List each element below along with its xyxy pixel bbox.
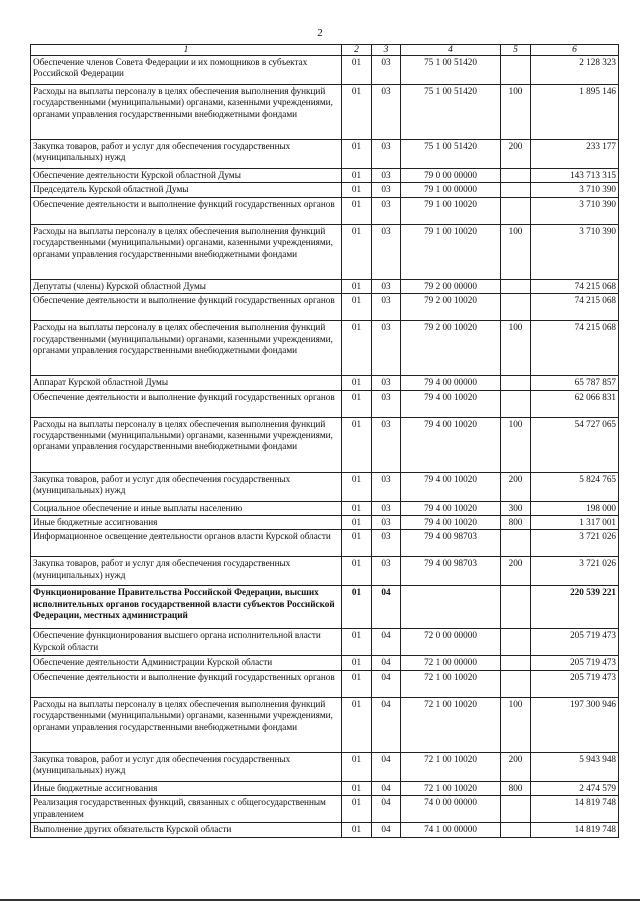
row-name: Социальное обеспечение и иные выплаты населению xyxy=(31,501,342,515)
row-target-article xyxy=(401,586,501,629)
row-section: 01 xyxy=(342,557,372,586)
row-section: 01 xyxy=(342,390,372,417)
row-name: Реализация государственных функций, связанных с общегосударственным управлением xyxy=(31,796,342,823)
row-expense-type xyxy=(501,197,531,224)
row-subsection: 03 xyxy=(372,472,401,501)
row-section: 01 xyxy=(342,294,372,321)
row-subsection: 03 xyxy=(372,197,401,224)
row-name: Расходы на выплаты персоналу в целях обеспечения выполнения функций государственными (муниципальными) органами, казенными учреждениями, органами управления государственными внебюджетными фондами xyxy=(31,321,342,376)
row-section: 01 xyxy=(342,56,372,85)
row-section: 01 xyxy=(342,224,372,279)
row-expense-type xyxy=(501,629,531,656)
row-section: 01 xyxy=(342,501,372,515)
table-row xyxy=(31,501,619,515)
row-section: 01 xyxy=(342,530,372,557)
row-target-article: 79 4 00 10020 xyxy=(401,390,501,417)
row-subsection: 03 xyxy=(372,501,401,515)
row-section: 01 xyxy=(342,670,372,697)
row-subsection: 03 xyxy=(372,417,401,472)
row-name: Депутаты (члены) Курской областной Думы xyxy=(31,279,342,293)
row-amount: 198 000 xyxy=(531,501,619,515)
row-section: 01 xyxy=(342,376,372,390)
row-name: Иные бюджетные ассигнования xyxy=(31,516,342,530)
row-expense-type xyxy=(501,183,531,197)
row-amount: 3 721 026 xyxy=(531,530,619,557)
row-expense-type: 100 xyxy=(501,85,531,140)
row-name: Закупка товаров, работ и услуг для обеспечения государственных (муниципальных) нужд xyxy=(31,557,342,586)
row-subsection: 04 xyxy=(372,752,401,781)
row-name: Обеспечение деятельности Курской областной Думы xyxy=(31,169,342,183)
row-name: Обеспечение деятельности и выполнение функций государственных органов xyxy=(31,197,342,224)
row-expense-type: 100 xyxy=(501,417,531,472)
table-row xyxy=(31,417,619,472)
header-cell-1: 1 xyxy=(31,45,342,56)
row-target-article: 79 4 00 00000 xyxy=(401,376,501,390)
table-row xyxy=(31,279,619,293)
row-subsection: 03 xyxy=(372,56,401,85)
row-name: Аппарат Курской областной Думы xyxy=(31,376,342,390)
row-amount: 2 128 323 xyxy=(531,56,619,85)
row-section: 01 xyxy=(342,417,372,472)
row-expense-type xyxy=(501,390,531,417)
row-expense-type xyxy=(501,530,531,557)
row-subsection: 03 xyxy=(372,279,401,293)
table-row xyxy=(31,85,619,140)
row-section: 01 xyxy=(342,752,372,781)
row-target-article: 79 2 00 00000 xyxy=(401,279,501,293)
row-subsection: 04 xyxy=(372,697,401,752)
table-row xyxy=(31,169,619,183)
table-row xyxy=(31,390,619,417)
row-section: 01 xyxy=(342,656,372,670)
row-target-article: 72 1 00 10020 xyxy=(401,752,501,781)
row-section: 01 xyxy=(342,823,372,837)
row-subsection: 04 xyxy=(372,656,401,670)
row-subsection: 03 xyxy=(372,169,401,183)
row-subsection: 03 xyxy=(372,321,401,376)
row-amount: 3 721 026 xyxy=(531,557,619,586)
table-row xyxy=(31,321,619,376)
row-expense-type: 100 xyxy=(501,697,531,752)
row-name: Закупка товаров, работ и услуг для обеспечения государственных (муниципальных) нужд xyxy=(31,752,342,781)
row-subsection: 03 xyxy=(372,85,401,140)
row-amount: 62 066 831 xyxy=(531,390,619,417)
row-target-article: 72 0 00 00000 xyxy=(401,629,501,656)
bottom-border-line xyxy=(0,899,640,901)
row-subsection: 03 xyxy=(372,390,401,417)
row-target-article: 79 2 00 10020 xyxy=(401,321,501,376)
row-expense-type xyxy=(501,294,531,321)
row-subsection: 04 xyxy=(372,629,401,656)
row-subsection: 04 xyxy=(372,586,401,629)
row-name: Закупка товаров, работ и услуг для обеспечения государственных (муниципальных) нужд xyxy=(31,472,342,501)
row-amount: 205 719 473 xyxy=(531,629,619,656)
row-expense-type xyxy=(501,586,531,629)
row-expense-type: 200 xyxy=(501,752,531,781)
header-cell-2: 2 xyxy=(342,45,372,56)
row-amount: 143 713 315 xyxy=(531,169,619,183)
table-row xyxy=(31,56,619,85)
row-amount: 2 474 579 xyxy=(531,781,619,795)
row-expense-type xyxy=(501,56,531,85)
row-amount: 14 819 748 xyxy=(531,823,619,837)
row-expense-type xyxy=(501,656,531,670)
header-cell-4: 4 xyxy=(401,45,501,56)
row-section: 01 xyxy=(342,697,372,752)
row-subsection: 03 xyxy=(372,516,401,530)
row-name: Выполнение других обязательств Курской области xyxy=(31,823,342,837)
row-amount: 220 539 221 xyxy=(531,586,619,629)
table-row xyxy=(31,197,619,224)
row-amount: 54 727 065 xyxy=(531,417,619,472)
row-target-article: 72 1 00 10020 xyxy=(401,781,501,795)
table-row xyxy=(31,670,619,697)
row-name: Обеспечение деятельности и выполнение функций государственных органов xyxy=(31,670,342,697)
row-subsection: 04 xyxy=(372,796,401,823)
row-expense-type: 100 xyxy=(501,321,531,376)
row-section: 01 xyxy=(342,197,372,224)
row-target-article: 79 4 00 10020 xyxy=(401,472,501,501)
row-target-article: 79 4 00 10020 xyxy=(401,501,501,515)
table-row xyxy=(31,224,619,279)
row-subsection: 04 xyxy=(372,670,401,697)
row-subsection: 03 xyxy=(372,183,401,197)
row-amount: 3 710 390 xyxy=(531,197,619,224)
row-section: 01 xyxy=(342,85,372,140)
row-expense-type: 300 xyxy=(501,501,531,515)
row-expense-type: 800 xyxy=(501,781,531,795)
row-section: 01 xyxy=(342,516,372,530)
row-amount: 5 943 948 xyxy=(531,752,619,781)
header-cell-5: 5 xyxy=(501,45,531,56)
row-subsection: 03 xyxy=(372,530,401,557)
row-section: 01 xyxy=(342,169,372,183)
row-target-article: 79 0 00 00000 xyxy=(401,169,501,183)
table-row xyxy=(31,796,619,823)
row-expense-type xyxy=(501,169,531,183)
row-target-article: 79 4 00 10020 xyxy=(401,417,501,472)
table-row xyxy=(31,376,619,390)
row-subsection: 03 xyxy=(372,294,401,321)
row-amount: 65 787 857 xyxy=(531,376,619,390)
row-amount: 197 300 946 xyxy=(531,697,619,752)
table-row xyxy=(31,472,619,501)
row-target-article: 79 4 00 98703 xyxy=(401,557,501,586)
row-section: 01 xyxy=(342,183,372,197)
row-name: Информационное освещение деятельности органов власти Курской области xyxy=(31,530,342,557)
row-name: Закупка товаров, работ и услуг для обеспечения государственных (муниципальных) нужд xyxy=(31,140,342,169)
row-expense-type: 800 xyxy=(501,516,531,530)
row-amount: 1 895 146 xyxy=(531,85,619,140)
row-amount: 14 819 748 xyxy=(531,796,619,823)
row-amount: 3 710 390 xyxy=(531,183,619,197)
row-amount: 74 215 068 xyxy=(531,279,619,293)
table-row xyxy=(31,140,619,169)
row-expense-type xyxy=(501,376,531,390)
row-section: 01 xyxy=(342,472,372,501)
table-row xyxy=(31,697,619,752)
row-section: 01 xyxy=(342,321,372,376)
row-subsection: 03 xyxy=(372,376,401,390)
row-target-article: 74 1 00 00000 xyxy=(401,823,501,837)
table-row xyxy=(31,752,619,781)
row-expense-type xyxy=(501,279,531,293)
row-name: Обеспечение функционирования высшего органа исполнительной власти Курской области xyxy=(31,629,342,656)
header-row xyxy=(31,45,619,56)
row-target-article: 72 1 00 10020 xyxy=(401,670,501,697)
row-target-article: 79 2 00 10020 xyxy=(401,294,501,321)
table-row xyxy=(31,586,619,629)
row-name: Обеспечение деятельности и выполнение функций государственных органов xyxy=(31,294,342,321)
row-name: Расходы на выплаты персоналу в целях обеспечения выполнения функций государственными (муниципальными) органами, казенными учреждениями, органами управления государственными внебюджетными фондами xyxy=(31,85,342,140)
row-subsection: 03 xyxy=(372,224,401,279)
row-subsection: 04 xyxy=(372,823,401,837)
row-expense-type xyxy=(501,796,531,823)
row-name: Обеспечение деятельности Администрации Курской области xyxy=(31,656,342,670)
table-row xyxy=(31,781,619,795)
header-cell-3: 3 xyxy=(372,45,401,56)
row-target-article: 74 0 00 00000 xyxy=(401,796,501,823)
row-section: 01 xyxy=(342,781,372,795)
row-section: 01 xyxy=(342,796,372,823)
row-amount: 205 719 473 xyxy=(531,670,619,697)
row-section: 01 xyxy=(342,629,372,656)
row-name: Обеспечение деятельности и выполнение функций государственных органов xyxy=(31,390,342,417)
page-number: 2 xyxy=(317,27,323,39)
row-section: 01 xyxy=(342,140,372,169)
row-expense-type xyxy=(501,670,531,697)
row-target-article: 79 1 00 00000 xyxy=(401,183,501,197)
table-row xyxy=(31,557,619,586)
row-target-article: 75 1 00 51420 xyxy=(401,56,501,85)
row-expense-type: 200 xyxy=(501,140,531,169)
row-amount: 74 215 068 xyxy=(531,321,619,376)
row-name: Расходы на выплаты персоналу в целях обеспечения выполнения функций государственными (муниципальными) органами, казенными учреждениями, органами управления государственными внебюджетными фондами xyxy=(31,697,342,752)
table-row xyxy=(31,530,619,557)
row-name: Функционирование Правительства Российской Федерации, высших исполнительных органов государственной власти субъектов Российской Федерации, местных администраций xyxy=(31,586,342,629)
row-target-article: 79 1 00 10020 xyxy=(401,224,501,279)
table-row xyxy=(31,656,619,670)
row-amount: 74 215 068 xyxy=(531,294,619,321)
row-section: 01 xyxy=(342,586,372,629)
header-cell-6: 6 xyxy=(531,45,619,56)
row-section: 01 xyxy=(342,279,372,293)
row-name: Обеспечение членов Совета Федерации и их помощников в субъектах Российской Федерации xyxy=(31,56,342,85)
row-amount: 233 177 xyxy=(531,140,619,169)
budget-table xyxy=(30,44,619,838)
row-name: Расходы на выплаты персоналу в целях обеспечения выполнения функций государственными (муниципальными) органами, казенными учреждениями, органами управления государственными внебюджетными фондами xyxy=(31,224,342,279)
table-row xyxy=(31,629,619,656)
table-row xyxy=(31,823,619,837)
row-expense-type: 200 xyxy=(501,557,531,586)
row-subsection: 03 xyxy=(372,557,401,586)
row-target-article: 79 4 00 10020 xyxy=(401,516,501,530)
table-row xyxy=(31,516,619,530)
row-subsection: 03 xyxy=(372,140,401,169)
row-amount: 205 719 473 xyxy=(531,656,619,670)
row-target-article: 79 4 00 98703 xyxy=(401,530,501,557)
row-target-article: 72 1 00 10020 xyxy=(401,697,501,752)
row-expense-type xyxy=(501,823,531,837)
row-target-article: 79 1 00 10020 xyxy=(401,197,501,224)
row-name: Расходы на выплаты персоналу в целях обеспечения выполнения функций государственными (муниципальными) органами, казенными учреждениями, органами управления государственными внебюджетными фондами xyxy=(31,417,342,472)
row-amount: 1 317 001 xyxy=(531,516,619,530)
row-amount: 5 824 765 xyxy=(531,472,619,501)
row-expense-type: 200 xyxy=(501,472,531,501)
row-target-article: 75 1 00 51420 xyxy=(401,85,501,140)
row-expense-type: 100 xyxy=(501,224,531,279)
row-name: Председатель Курской областной Думы xyxy=(31,183,342,197)
row-subsection: 04 xyxy=(372,781,401,795)
row-target-article: 72 1 00 00000 xyxy=(401,656,501,670)
row-name: Иные бюджетные ассигнования xyxy=(31,781,342,795)
row-target-article: 75 1 00 51420 xyxy=(401,140,501,169)
table-row xyxy=(31,183,619,197)
table-row xyxy=(31,294,619,321)
row-amount: 3 710 390 xyxy=(531,224,619,279)
